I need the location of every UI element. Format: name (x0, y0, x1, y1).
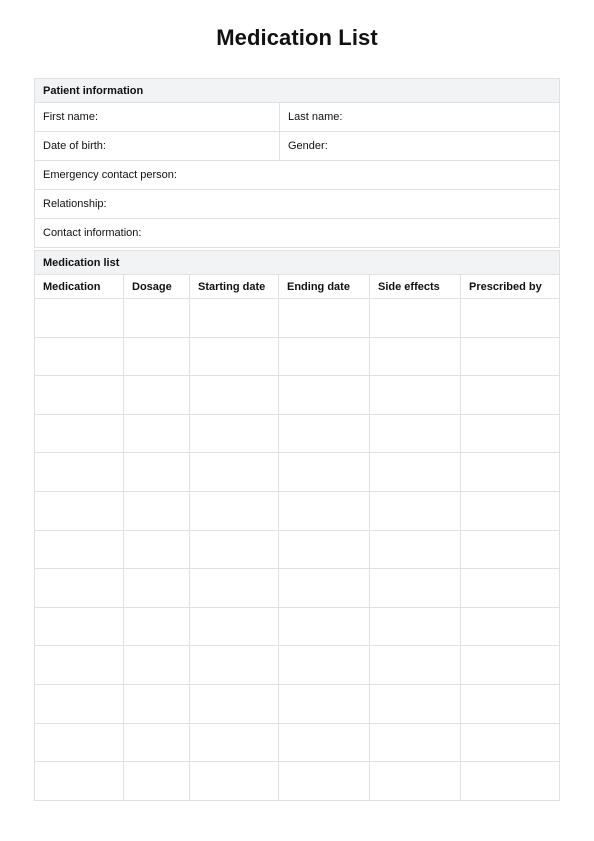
ending-date-cell[interactable] (279, 646, 370, 685)
medication-rows (35, 299, 560, 801)
side-effects-cell[interactable] (370, 337, 461, 376)
page-title: Medication List (216, 25, 378, 50)
side-effects-cell[interactable] (370, 646, 461, 685)
relationship-field[interactable]: Relationship: (35, 190, 560, 219)
side-effects-cell[interactable] (370, 723, 461, 762)
side-effects-cell[interactable] (370, 607, 461, 646)
ending-date-cell[interactable] (279, 337, 370, 376)
medication-cell[interactable] (35, 299, 124, 338)
medication-cell[interactable] (35, 569, 124, 608)
medication-cell[interactable] (35, 723, 124, 762)
column-header-prescribed-by: Prescribed by (461, 275, 560, 299)
medication-cell[interactable] (35, 337, 124, 376)
medication-list-table (34, 250, 560, 801)
table-row (35, 569, 560, 608)
medication-list-header-row (35, 251, 560, 275)
ending-date-cell[interactable] (279, 414, 370, 453)
table-row (35, 530, 560, 569)
table-row (35, 646, 560, 685)
prescribed-by-cell[interactable] (461, 453, 560, 492)
table-row (35, 453, 560, 492)
dosage-cell[interactable] (124, 453, 190, 492)
medication-cell[interactable] (35, 684, 124, 723)
dosage-cell[interactable] (124, 299, 190, 338)
ending-date-cell[interactable] (279, 762, 370, 801)
side-effects-cell[interactable] (370, 569, 461, 608)
starting-date-cell[interactable] (190, 607, 279, 646)
medication-cell[interactable] (35, 414, 124, 453)
patient-information-table (34, 78, 560, 248)
prescribed-by-cell[interactable] (461, 491, 560, 530)
ending-date-cell[interactable] (279, 569, 370, 608)
dosage-cell[interactable] (124, 569, 190, 608)
prescribed-by-cell[interactable] (461, 607, 560, 646)
starting-date-cell[interactable] (190, 299, 279, 338)
prescribed-by-cell[interactable] (461, 723, 560, 762)
date-of-birth-field[interactable]: Date of birth: (35, 132, 280, 161)
prescribed-by-cell[interactable] (461, 376, 560, 415)
dosage-cell[interactable] (124, 723, 190, 762)
table-row (35, 762, 560, 801)
patient-information-header-row (35, 79, 560, 103)
side-effects-cell[interactable] (370, 453, 461, 492)
starting-date-cell[interactable] (190, 491, 279, 530)
table-row (35, 723, 560, 762)
starting-date-cell[interactable] (190, 337, 279, 376)
table-row (35, 607, 560, 646)
column-header-dosage: Dosage (124, 275, 190, 299)
starting-date-cell[interactable] (190, 646, 279, 685)
medication-cell[interactable] (35, 376, 124, 415)
table-row (35, 491, 560, 530)
medication-column-header-row (35, 275, 560, 299)
birth-gender-row (35, 132, 560, 161)
medication-cell[interactable] (35, 762, 124, 801)
starting-date-cell[interactable] (190, 414, 279, 453)
prescribed-by-cell[interactable] (461, 337, 560, 376)
starting-date-cell[interactable] (190, 376, 279, 415)
prescribed-by-cell[interactable] (461, 762, 560, 801)
side-effects-cell[interactable] (370, 762, 461, 801)
medication-cell[interactable] (35, 491, 124, 530)
ending-date-cell[interactable] (279, 491, 370, 530)
ending-date-cell[interactable] (279, 530, 370, 569)
starting-date-cell[interactable] (190, 684, 279, 723)
ending-date-cell[interactable] (279, 376, 370, 415)
prescribed-by-cell[interactable] (461, 684, 560, 723)
table-row (35, 414, 560, 453)
ending-date-cell[interactable] (279, 299, 370, 338)
table-row (35, 337, 560, 376)
dosage-cell[interactable] (124, 376, 190, 415)
dosage-cell[interactable] (124, 530, 190, 569)
ending-date-cell[interactable] (279, 607, 370, 646)
patient-information-heading: Patient information (35, 79, 560, 103)
medication-cell[interactable] (35, 607, 124, 646)
table-row (35, 684, 560, 723)
side-effects-cell[interactable] (370, 684, 461, 723)
first-name-field[interactable]: First name: (35, 103, 280, 132)
dosage-cell[interactable] (124, 762, 190, 801)
contact-information-row (35, 219, 560, 248)
starting-date-cell[interactable] (190, 762, 279, 801)
side-effects-cell[interactable] (370, 530, 461, 569)
dosage-cell[interactable] (124, 337, 190, 376)
dosage-cell[interactable] (124, 607, 190, 646)
dosage-cell[interactable] (124, 646, 190, 685)
prescribed-by-cell[interactable] (461, 569, 560, 608)
starting-date-cell[interactable] (190, 723, 279, 762)
last-name-field[interactable]: Last name: (280, 103, 560, 132)
prescribed-by-cell[interactable] (461, 414, 560, 453)
column-header-medication: Medication (35, 275, 124, 299)
starting-date-cell[interactable] (190, 453, 279, 492)
ending-date-cell[interactable] (279, 723, 370, 762)
relationship-row (35, 190, 560, 219)
starting-date-cell[interactable] (190, 569, 279, 608)
contact-information-field[interactable]: Contact information: (35, 219, 560, 248)
prescribed-by-cell[interactable] (461, 530, 560, 569)
side-effects-cell[interactable] (370, 491, 461, 530)
medication-cell[interactable] (35, 530, 124, 569)
dosage-cell[interactable] (124, 684, 190, 723)
side-effects-cell[interactable] (370, 414, 461, 453)
medication-cell[interactable] (35, 453, 124, 492)
emergency-contact-row (35, 161, 560, 190)
table-row (35, 299, 560, 338)
starting-date-cell[interactable] (190, 530, 279, 569)
column-header-ending-date: Ending date (279, 275, 370, 299)
side-effects-cell[interactable] (370, 299, 461, 338)
dosage-cell[interactable] (124, 414, 190, 453)
prescribed-by-cell[interactable] (461, 299, 560, 338)
prescribed-by-cell[interactable] (461, 646, 560, 685)
dosage-cell[interactable] (124, 491, 190, 530)
medication-cell[interactable] (35, 646, 124, 685)
name-row (35, 103, 560, 132)
side-effects-cell[interactable] (370, 376, 461, 415)
ending-date-cell[interactable] (279, 453, 370, 492)
column-header-side-effects: Side effects (370, 275, 461, 299)
gender-field[interactable]: Gender: (280, 132, 560, 161)
medication-list-heading: Medication list (35, 251, 560, 275)
column-header-starting-date: Starting date (190, 275, 279, 299)
emergency-contact-field[interactable]: Emergency contact person: (35, 161, 560, 190)
table-row (35, 376, 560, 415)
ending-date-cell[interactable] (279, 684, 370, 723)
